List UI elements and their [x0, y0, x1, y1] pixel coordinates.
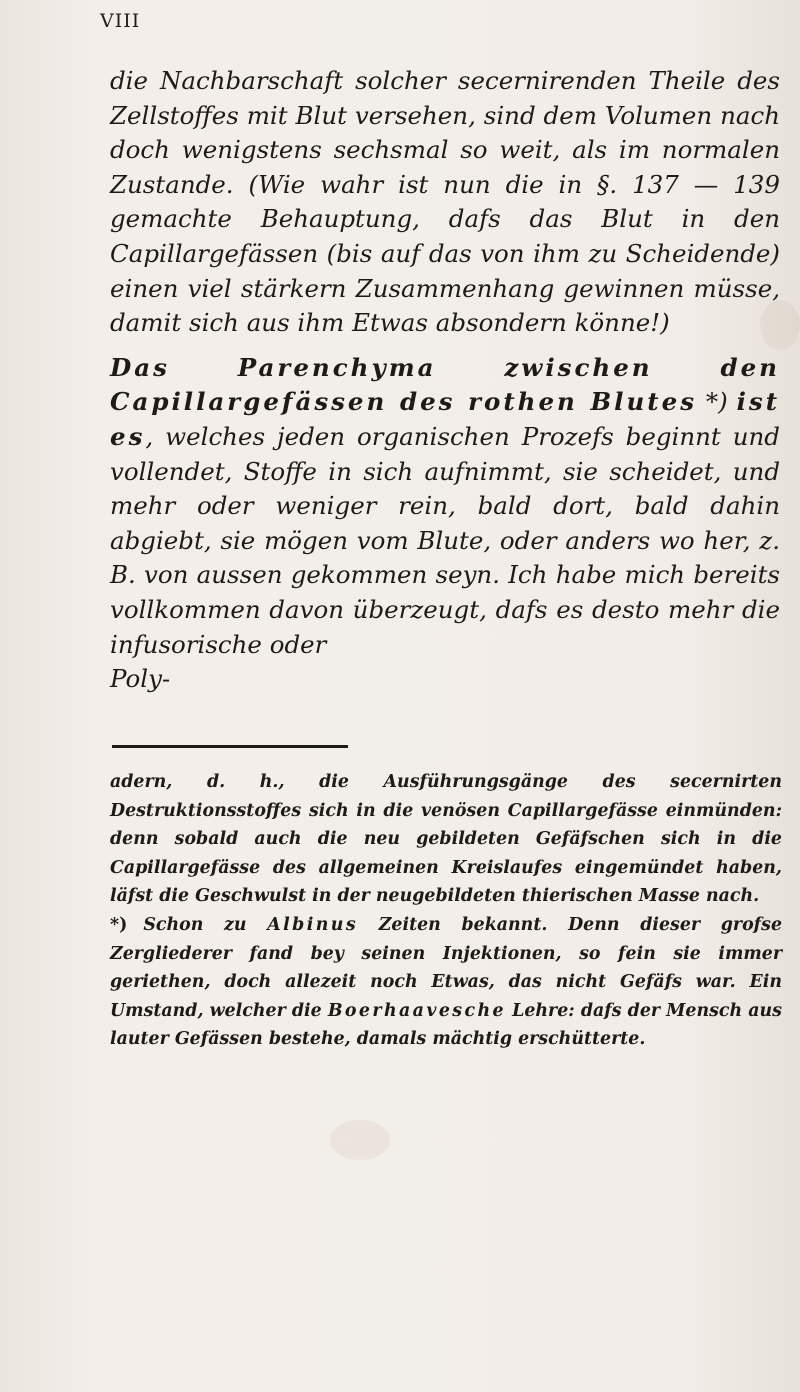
footnote-marker: *)	[705, 387, 728, 417]
author-name: Albinus	[267, 914, 359, 935]
emphasized-phrase: Das Parenchyma zwischen den Capillargefässen des rothen Blutes	[110, 352, 780, 417]
paper-stain	[330, 1120, 390, 1160]
footnote-rule	[112, 745, 348, 748]
paragraph-1: die Nachbarschaft solcher secernirenden Theile des Zellstoffes mit Blut versehen, sind dem Volumen nach doch wenigstens sechsmal so weit, als im normalen Zustande. (Wie wahr ist nun die in §. 137 — 139 gemachte Behauptung, dafs das Blut in den Capillargefässen (bis auf das von ihm zu Scheidende) einen viel stärkern Zusammenhang gewinnen müsse, damit sich aus ihm Etwas absondern könne!)	[110, 66, 780, 338]
footnote-2-end: Lehre: dafs der Mensch aus lauter Gefässen bestehe, damals mächtig erschütterte.	[110, 1000, 782, 1050]
main-body-text	[110, 64, 780, 697]
footnote-2-start: Schon zu	[143, 914, 247, 935]
page-number: VIII	[100, 10, 141, 32]
paragraph-2	[110, 351, 780, 662]
footnotes	[110, 768, 782, 1054]
catchword: Poly-	[110, 664, 171, 694]
paragraph-2-body: , welches jeden organischen Prozefs beginnt und vollendet, Stoffe in sich aufnimmt, sie scheidet, und mehr oder weniger rein, bald dort, bald dahin abgiebt, sie mögen vom Blute, oder anders wo her, z. B. von aussen gekommen seyn. Ich habe mich bereits vollkommen davon überzeugt, dafs es desto mehr die infusorische oder	[110, 421, 780, 659]
footnote-2	[110, 911, 782, 1054]
footnote-continued: adern, d. h., die Ausführungsgänge des secernirten Destruktionsstoffes sich in die venösen Capillargefässe einmünden: denn sobald auch die neu gebildeten Gefäfschen sich in die Capillargefässe des allgemeinen Kreislaufes eingemündet haben, läfst die Geschwulst in der neugebildeten thierischen Masse nach.	[110, 772, 782, 907]
footnote-2-mid: Zeiten bekannt. Denn dieser grofse Zergliederer fand bey seinen Injektionen, so fein sie immer geriethen, doch allezeit noch Etwas, das nicht Gefäfs war. Ein Umstand, welcher die	[110, 914, 783, 1021]
footnote-marker: *)	[110, 914, 128, 935]
author-name: Boerhaavesche	[327, 1000, 506, 1021]
emphasized-phrase-end: ist es	[110, 387, 781, 451]
